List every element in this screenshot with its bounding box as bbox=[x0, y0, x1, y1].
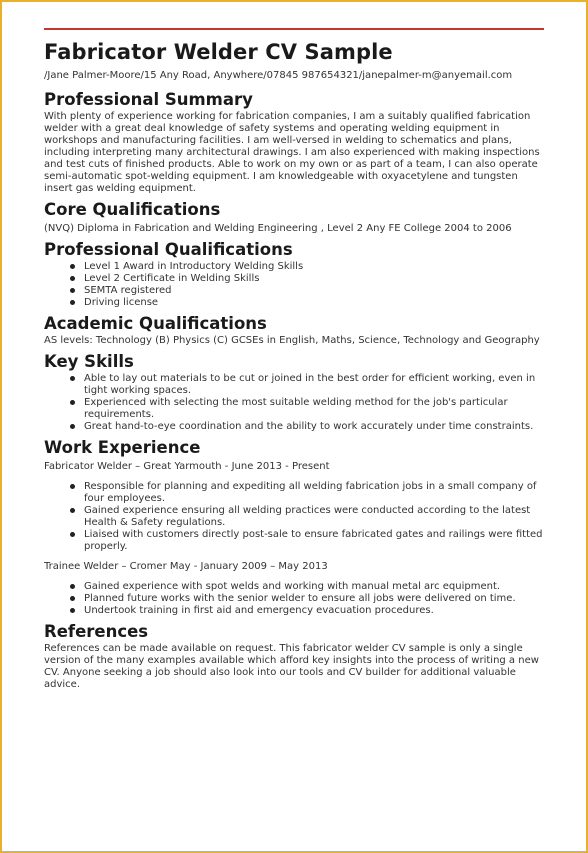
summary-text: With plenty of experience working for fabrication companies, I am a suitably qualified fabrication welder with a great deal knowledge of safety systems and operating welding equipment in workshops and manufacturing facilities. I am well-versed in welding to schematics and plans, including interpreting many architectural drawings. I am also experienced with making inspections and test cuts of finished products. Able to work on my own or as part of a team, I can also operate semi-automatic spot-welding equipment. I am knowledgeable with oxyacetylene and tungsten insert gas welding equipment. bbox=[44, 110, 540, 194]
heading-core-qualifications: Core Qualifications bbox=[44, 199, 221, 219]
academic-qualifications-text: AS levels: Technology (B) Physics (C) GCSEs in English, Maths, Science, Technology and Geography bbox=[44, 334, 540, 346]
list-item: Level 1 Award in Introductory Welding Skills bbox=[84, 261, 546, 273]
list-item: Responsible for planning and expediting all welding fabrication jobs in a small company of four employees. bbox=[84, 481, 546, 505]
section-key-skills bbox=[44, 351, 546, 433]
section-work-experience bbox=[44, 437, 546, 617]
heading-key-skills: Key Skills bbox=[44, 351, 134, 371]
key-skills-list bbox=[44, 373, 546, 433]
list-item: Gained experience with spot welds and working with manual metal arc equipment. bbox=[84, 581, 546, 593]
section-core-qualifications bbox=[44, 199, 546, 235]
cv-document bbox=[44, 28, 546, 691]
section-academic-qualifications bbox=[44, 313, 546, 347]
heading-academic-qualifications: Academic Qualifications bbox=[44, 313, 267, 333]
section-references bbox=[44, 621, 546, 691]
references-text: References can be made available on request. This fabricator welder CV sample is only a single version of the many examples available which afford key insights into the process of writing a new CV. Anyone seeking a job should also look into our tools and CV builder for additional valuable advice. bbox=[44, 642, 539, 690]
list-item: SEMTA registered bbox=[84, 285, 546, 297]
list-item: Undertook training in first aid and emergency evacuation procedures. bbox=[84, 605, 546, 617]
list-item: Able to lay out materials to be cut or joined in the best order for efficient working, even in tight working spaces. bbox=[84, 373, 546, 397]
job-title-1: Fabricator Welder – Great Yarmouth - June 2013 - Present bbox=[44, 460, 330, 472]
heading-references: References bbox=[44, 621, 149, 641]
professional-qualifications-list bbox=[44, 261, 546, 309]
core-qualifications-text: (NVQ) Diploma in Fabrication and Welding Engineering , Level 2 Any FE College 2004 to 2006 bbox=[44, 222, 512, 234]
section-professional-summary bbox=[44, 89, 546, 195]
job-1-duties bbox=[44, 481, 546, 553]
heading-work-experience: Work Experience bbox=[44, 437, 201, 457]
list-item: Gained experience ensuring all welding practices were conducted according to the latest Health & Safety regulations. bbox=[84, 505, 546, 529]
section-professional-qualifications bbox=[44, 239, 546, 309]
list-item: Driving license bbox=[84, 297, 546, 309]
cv-title: Fabricator Welder CV Sample bbox=[44, 40, 393, 64]
list-item: Liaised with customers directly post-sale to ensure fabricated gates and railings were fitted properly. bbox=[84, 529, 546, 553]
job-title-2: Trainee Welder – Cromer May - January 2009 – May 2013 bbox=[44, 560, 328, 572]
heading-professional-summary: Professional Summary bbox=[44, 89, 253, 109]
list-item: Planned future works with the senior welder to ensure all jobs were delivered on time. bbox=[84, 593, 546, 605]
contact-line: /Jane Palmer-Moore/15 Any Road, Anywhere/07845 987654321/janepalmer-m@anyemail.com bbox=[44, 70, 513, 81]
job-2-duties bbox=[44, 581, 546, 617]
list-item: Level 2 Certificate in Welding Skills bbox=[84, 273, 546, 285]
list-item: Great hand-to-eye coordination and the ability to work accurately under time constraints. bbox=[84, 421, 546, 433]
heading-professional-qualifications: Professional Qualifications bbox=[44, 239, 293, 259]
list-item: Experienced with selecting the most suitable welding method for the job's particular requirements. bbox=[84, 397, 546, 421]
top-rule bbox=[44, 28, 544, 30]
